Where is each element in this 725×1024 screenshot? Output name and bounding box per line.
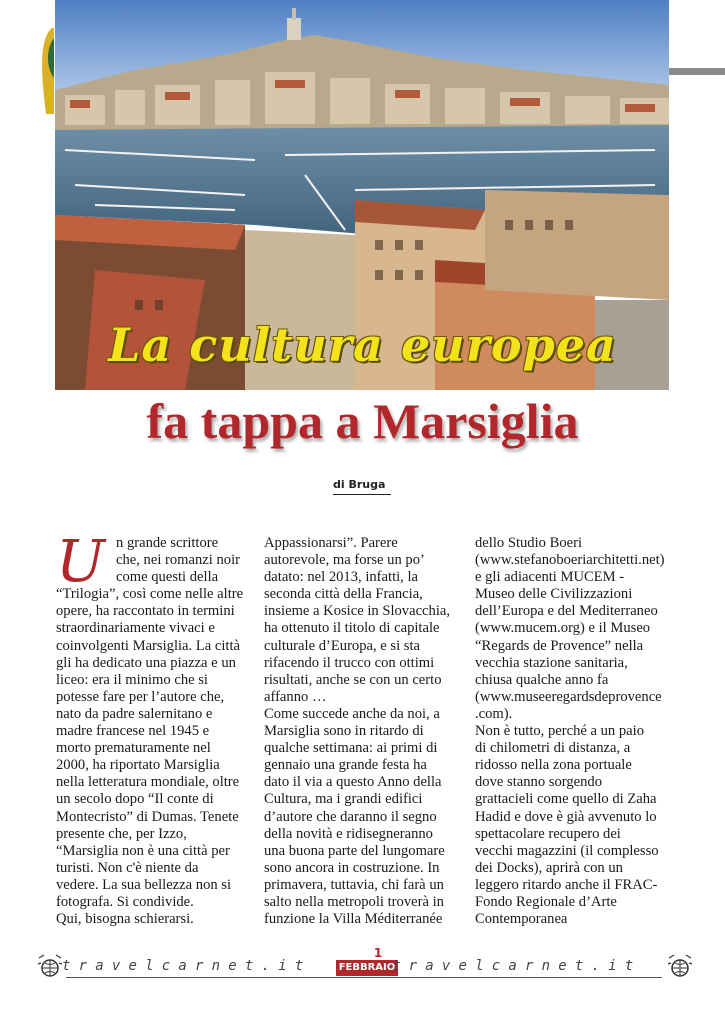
text-line: autorevole, ma forse un po’ — [264, 552, 425, 569]
footer-rule — [66, 977, 662, 978]
text-line: spettacolare recupero dei — [475, 825, 621, 842]
text-line: Museo delle Civilizzazioni — [475, 586, 633, 603]
text-line: della novità e ridisegneranno — [264, 825, 433, 842]
text-line: straordinariamente vivaci e — [56, 620, 215, 637]
text-line: chiusa qualche anno fa — [475, 671, 609, 688]
text-line: .com). — [475, 705, 513, 722]
text-line: Hadid e dove è già avvenuto lo — [475, 808, 657, 825]
text-line: vecchia stazione sanitaria, — [475, 654, 628, 671]
text-line: qualche settimana: ai primi di — [264, 740, 438, 757]
text-column-1 — [56, 535, 251, 928]
text-line: vecchi magazzini (il complesso — [475, 842, 659, 859]
text-line: leggero ritardo anche il FRAC- — [475, 876, 658, 893]
text-line: come questi della — [116, 569, 219, 586]
text-line: “Trilogia”, così come nelle altre — [56, 586, 244, 603]
text-line: dell’Europa e del Mediterraneo — [475, 603, 658, 620]
text-line: fotografa. Si condivide. — [56, 893, 194, 910]
text-line: e gli adiacenti MUCEM - — [475, 569, 625, 586]
text-line: Marsiglia sono in ritardo di — [264, 723, 424, 740]
text-line: morto prematuramente nel — [56, 740, 211, 757]
text-line: rifacendo il trucco con ottimi — [264, 654, 435, 671]
text-line: (www.mucem.org) e il Museo — [475, 620, 651, 637]
text-line: turisti. Non c'è niente da — [56, 859, 199, 876]
text-line: Appassionarsi”. Parere — [264, 535, 398, 551]
text-line: una buona parte del lungomare — [264, 842, 445, 859]
text-line: madre francese nel 1945 e — [56, 723, 210, 740]
text-line: liceo: era il minimo che si — [56, 671, 208, 688]
text-line: coinvolgenti Marsiglia. La città — [56, 637, 240, 654]
text-line: dei Docks), aprirà con un — [475, 859, 623, 876]
text-line: n grande scrittore — [116, 535, 219, 551]
text-line: (www.museeregardsdeprovence — [475, 688, 662, 705]
text-line: Come succede anche da noi, a — [264, 705, 440, 722]
text-line: dello Studio Boeri — [475, 535, 583, 551]
text-line: Qui, bisogna schierarsi. — [56, 911, 194, 928]
text-line: salto nella metropoli troverà in — [264, 893, 444, 910]
text-line: sono ancora in costruzione. In — [264, 859, 440, 876]
text-line: culturale d’Europa, e si sta — [264, 637, 421, 654]
text-line: “Regards de Provence” nella — [475, 637, 644, 654]
text-column-3 — [475, 535, 670, 928]
text-line: primavera, tuttavia, chi farà un — [264, 876, 444, 893]
month-badge: FEBBRAIO — [336, 960, 398, 976]
text-line: presente che, per Izzo, — [56, 825, 187, 842]
text-line: Non è tutto, perché a un paio — [475, 723, 644, 740]
text-column-2 — [264, 535, 459, 928]
text-line: datato: nel 2013, infatti, la — [264, 569, 419, 586]
text-line: (www.stefanoboeriarchitetti.net) — [475, 552, 665, 569]
text-line: d’autore che daranno il segno — [264, 808, 437, 825]
footer-site-left: travelcarnet.it — [62, 958, 312, 974]
text-line: che, nei romanzi noir — [116, 552, 240, 569]
drop-cap: U — [56, 527, 105, 595]
text-line: ridosso nella zona portuale — [475, 757, 632, 774]
text-line: Cultura, ma i grandi edifici — [264, 791, 423, 808]
text-line: Fondo Regionale d’Arte — [475, 893, 617, 910]
footer-site-right: travelcarnet.it — [392, 958, 642, 974]
text-line: risultati, anche se con un certo — [264, 671, 442, 688]
text-line: Contemporanea — [475, 911, 568, 928]
text-line: dove stanno sorgendo — [475, 774, 603, 791]
text-line: 2000, ha riportato Marsiglia — [56, 757, 220, 774]
text-line: gennaio una grande festa ha — [264, 757, 427, 774]
text-line: un secolo dopo “Il conte di — [56, 791, 214, 808]
globe-traveller-icon — [36, 952, 64, 980]
title-line-2: fa tappa a Marsiglia — [146, 393, 579, 449]
text-line: affanno … — [264, 688, 327, 705]
decorative-side-bar — [669, 68, 725, 75]
byline: di Bruga — [333, 478, 391, 495]
text-line: dato il via a questo Anno della — [264, 774, 442, 791]
text-line: “Marsiglia non è una città per — [56, 842, 230, 859]
text-line: Montecristo” di Dumas. Tenete — [56, 808, 239, 825]
text-line: gli ha dedicato una piazza e un — [56, 654, 236, 671]
title-line-1: La cultura europea — [108, 318, 617, 372]
page-number: 1 — [373, 946, 383, 960]
text-line: nella letteratura mondiale, oltre — [56, 774, 240, 791]
text-line: grattacieli come quello di Zaha — [475, 791, 657, 808]
text-line: nato da padre salernitano e — [56, 705, 213, 722]
text-line: seconda città della Francia, — [264, 586, 423, 603]
text-line: opere, ha raccontato in termini — [56, 603, 235, 620]
text-line: ha ottenuto il titolo di capitale — [264, 620, 440, 637]
decorative-side-mark — [38, 28, 54, 114]
text-line: funzione la Villa Méditerranée — [264, 911, 443, 928]
globe-traveller-icon — [666, 952, 694, 980]
text-line: vedere. La sua bellezza non si — [56, 876, 232, 893]
page-footer — [36, 946, 691, 986]
text-line: insieme a Kosice in Slovacchia, — [264, 603, 451, 620]
text-line: di chilometri di distanza, a — [475, 740, 631, 757]
text-line: potesse fare per l’autore che, — [56, 688, 225, 705]
